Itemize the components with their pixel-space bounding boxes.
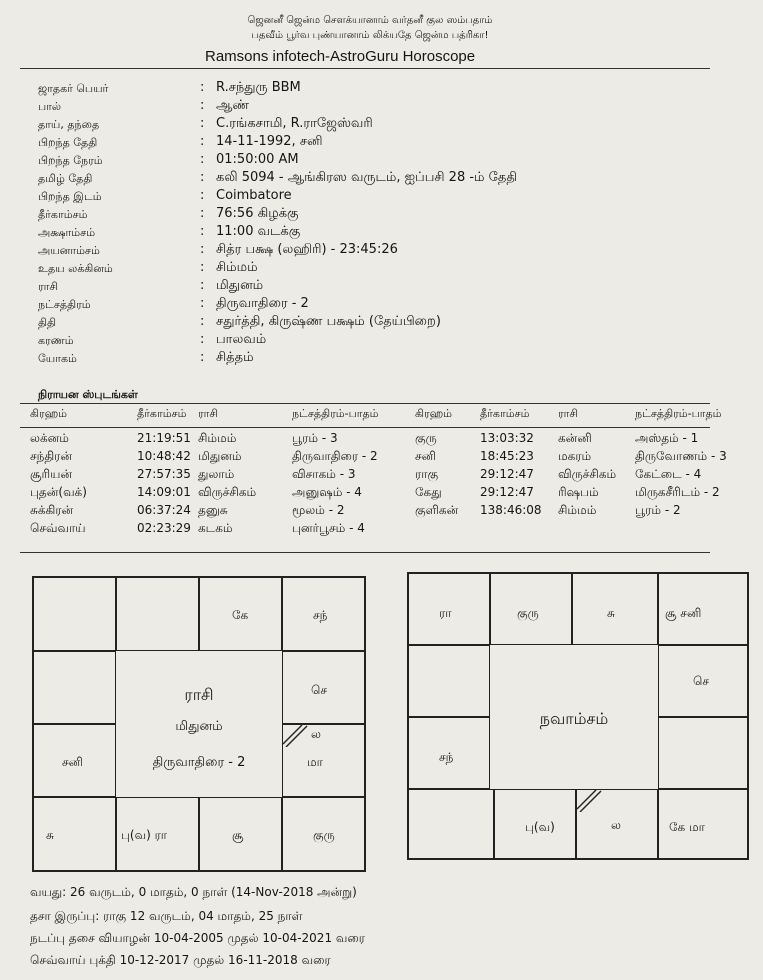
table-header-divider [20, 427, 710, 428]
info-value: கலி 5094 - ஆங்கிரஸ வருடம், ஐப்பசி 28 -ம் தேதி [216, 170, 517, 185]
table-cell: 02:23:29 [137, 521, 191, 535]
info-value: R.சந்துரு BBM [216, 80, 301, 95]
table-cell: ராகு [415, 467, 439, 481]
table-cell: திருவோணம் - 3 [635, 449, 727, 463]
table-row [30, 467, 730, 485]
house-thulam [576, 789, 658, 859]
info-value: 14-11-1992, சனி [216, 134, 323, 149]
info-value: மிதுனம் [216, 278, 264, 293]
planet-label: சந் [439, 750, 454, 764]
rasi-center-title: ராசி [184, 685, 214, 704]
dasa-balance-line: தசா இருப்பு: ராகு 12 வருடம், 04 மாதம், 25 நாள் [30, 909, 303, 923]
planet-label: ல [611, 818, 621, 832]
info-row: உதய லக்கினம் : சிம்மம் [38, 260, 258, 275]
planet-label: ரா [439, 606, 452, 620]
table-cell: 138:46:08 [480, 503, 542, 517]
house-kanni [282, 797, 365, 871]
lagna-marker-icon [577, 790, 603, 812]
lagna-marker-icon [283, 725, 309, 747]
house-simmam [658, 717, 748, 789]
info-value: 76:56 கிழக்கு [216, 206, 299, 221]
table-cell: 13:03:32 [480, 431, 534, 445]
info-label: ராசி [38, 280, 59, 293]
house-viruchigam [116, 797, 199, 871]
planet-label: சனி [62, 755, 83, 769]
table-cell: கேது [415, 485, 442, 499]
table-row [30, 521, 730, 539]
info-value: ஆண் [216, 98, 249, 113]
info-label: திதி [38, 316, 57, 329]
table-cell: ரிஷபம் [558, 485, 599, 499]
table-cell: பூரம் - 3 [292, 431, 338, 445]
planet-label: ல [311, 727, 321, 741]
house-viruchigam [494, 789, 576, 859]
table-cell: 29:12:47 [480, 467, 534, 481]
table-cell: கன்னி [558, 431, 592, 445]
planet-label: சூ [232, 828, 244, 842]
info-label: நட்சத்திரம் [38, 298, 91, 311]
info-row: யோகம் : சித்தம் [38, 350, 254, 365]
info-value: C.ரங்கசாமி, R.ராஜேஸ்வரி [216, 116, 373, 131]
table-row [30, 485, 730, 503]
info-label: பிறந்த இடம் [38, 190, 102, 203]
info-row: தாய், தந்தை : C.ரங்கசாமி, R.ராஜேஸ்வரி [38, 116, 373, 131]
software-brand-title: Ramsons infotech-AstroGuru Horoscope [205, 48, 476, 65]
table-cell: துலாம் [198, 467, 235, 481]
table-cell: விருச்சிகம் [558, 467, 617, 481]
column-header: ராசி [198, 407, 219, 420]
house-dhanusu [33, 797, 116, 871]
info-row: ராசி : மிதுனம் [38, 278, 264, 293]
info-label: அயனாம்சம் [38, 244, 100, 257]
sanskrit-verse-line-1: ஜெனனீ ஜென்ம சௌக்யானாம் வர்தனீ குல ஸம்பதாம் [247, 15, 493, 26]
table-cell: தனுசு [198, 503, 228, 517]
table-cell: கேட்டை - 4 [635, 467, 702, 481]
table-cell: புதன்(வக்) [30, 485, 87, 499]
table-cell: மூலம் - 2 [292, 503, 345, 517]
info-label: கரணம் [38, 334, 74, 347]
column-header: நட்சத்திரம்-பாதம் [292, 407, 379, 420]
table-cell: மிருகசீரிடம் - 2 [635, 485, 720, 499]
planet-label: சு [607, 606, 615, 620]
info-label: யோகம் [38, 352, 77, 365]
info-value: 01:50:00 AM [216, 152, 299, 167]
table-cell: பூரம் - 2 [635, 503, 681, 517]
column-header: தீர்காம்சம் [480, 407, 530, 420]
info-label: தீர்காம்சம் [38, 208, 88, 221]
info-value: திருவாதிரை - 2 [216, 296, 309, 311]
house-mithunam [282, 577, 365, 651]
house-kanni [658, 789, 748, 859]
planet-label: பு(வ) [525, 820, 555, 834]
house-rishabam [199, 577, 282, 651]
planet-label: கே மா [669, 820, 705, 834]
info-label: பால் [38, 100, 62, 113]
age-line: வயது: 26 வருடம், 0 மாதம், 0 நாள் (14-Nov-2018 அன்று) [30, 885, 357, 899]
house-mesham [490, 573, 572, 645]
info-row: ஜாதகர் பெயர் : R.சந்துரு BBM [38, 80, 301, 95]
table-cell: குரு [415, 431, 437, 445]
house-simmam [282, 724, 365, 797]
info-value: சித்ர பக்ஷ (லஹிரி) - 23:45:26 [216, 242, 398, 257]
info-value: சித்தம் [216, 350, 254, 365]
info-row: பிறந்த தேதி : 14-11-1992, சனி [38, 134, 323, 149]
info-row: அக்ஷாம்சம் : 11:00 வடக்கு [38, 224, 301, 239]
house-meenam [33, 577, 116, 651]
info-label: அக்ஷாம்சம் [38, 226, 96, 239]
table-cell: அனுஷம் - 4 [292, 485, 362, 499]
info-row: திதி : சதுர்த்தி, கிருஷ்ண பக்ஷம் (தேய்பிறை) [38, 314, 441, 329]
rasi-chart [32, 576, 366, 872]
planet-label: சு [46, 828, 54, 842]
table-cell: 29:12:47 [480, 485, 534, 499]
table-cell: விசாகம் - 3 [292, 467, 356, 481]
table-top-divider [20, 403, 710, 404]
planet-label: செ [311, 683, 327, 697]
planet-label: பு(வ) ரா [121, 828, 168, 842]
column-header: கிரஹம் [30, 407, 68, 420]
info-row: அயனாம்சம் : சித்ர பக்ஷ (லஹிரி) - 23:45:26 [38, 242, 398, 257]
column-header: தீர்காம்சம் [137, 407, 187, 420]
info-value: 11:00 வடக்கு [216, 224, 301, 239]
rasi-center-sign: மிதுனம் [175, 719, 223, 734]
current-dasa-line: நடப்பு தசை வியாழன் 10-04-2005 முதல் 10-04-2021 வரை [30, 931, 365, 945]
planet-label: சூ சனி [665, 606, 702, 620]
info-row: பால் : ஆண் [38, 98, 249, 113]
info-label: உதய லக்கினம் [38, 262, 113, 275]
house-kumbam [33, 651, 116, 724]
table-cell: குளிகன் [415, 503, 459, 517]
house-mesham [116, 577, 199, 651]
table-cell: 10:48:42 [137, 449, 191, 463]
table-cell: 21:19:51 [137, 431, 191, 445]
column-header: கிரஹம் [415, 407, 453, 420]
info-value: பாலவம் [216, 332, 267, 347]
info-label: ஜாதகர் பெயர் [38, 82, 109, 95]
navamsa-chart [407, 572, 749, 860]
column-header: நட்சத்திரம்-பாதம் [635, 407, 722, 420]
info-value: Coimbatore [216, 188, 292, 203]
info-label: பிறந்த தேதி [38, 136, 98, 149]
rasi-center [116, 651, 282, 797]
table-row [30, 449, 730, 467]
house-rishabam [572, 573, 658, 645]
current-bhukti-line: செவ்வாய் புக்தி 10-12-2017 முதல் 16-11-2018 வரை [30, 953, 331, 967]
house-kumbam [408, 645, 490, 717]
table-cell: மிதுனம் [198, 449, 242, 463]
birth-details [38, 80, 718, 368]
info-label: தாய், தந்தை [38, 118, 100, 131]
table-cell: 27:57:35 [137, 467, 191, 481]
house-mithunam [658, 573, 748, 645]
column-header: ராசி [558, 407, 579, 420]
table-cell: புனர்பூசம் - 4 [292, 521, 365, 535]
info-label: பிறந்த நேரம் [38, 154, 103, 167]
table-cell: லக்னம் [30, 431, 69, 445]
navamsa-center [490, 645, 658, 789]
planet-label: மா [307, 755, 323, 769]
navamsa-center-title: நவாம்சம் [539, 709, 609, 728]
planet-label: குரு [313, 828, 335, 842]
house-meenam [408, 573, 490, 645]
house-thulam [199, 797, 282, 871]
table-cell: மகரம் [558, 449, 592, 463]
header-divider [20, 68, 710, 69]
table-cell: விருச்சிகம் [198, 485, 257, 499]
info-row: தமிழ் தேதி : கலி 5094 - ஆங்கிரஸ வருடம், ஐப்பசி 28 -ம் தேதி [38, 170, 517, 185]
info-value: சிம்மம் [216, 260, 258, 275]
nirayana-title: நிராயன ஸ்புடங்கள் [38, 388, 138, 401]
table-cell: கடகம் [198, 521, 233, 535]
planet-label: குரு [517, 606, 539, 620]
house-kadagam [658, 645, 748, 717]
sanskrit-verse-line-2: பதவீம் பூர்வ புண்யானாம் லிக்யதே ஜென்ம பத்ரிகா! [251, 30, 489, 41]
table-cell: சனி [415, 449, 436, 463]
planet-label: கே [232, 608, 249, 622]
table-cell: அஸ்தம் - 1 [635, 431, 699, 445]
info-label: தமிழ் தேதி [38, 172, 93, 185]
table-row [30, 503, 730, 521]
planet-label: செ [693, 674, 709, 688]
table-cell: சந்திரன் [30, 449, 73, 463]
house-magaram [408, 717, 490, 789]
table-cell: செவ்வாய் [30, 521, 86, 535]
house-dhanusu [408, 789, 494, 859]
rasi-center-star: திருவாதிரை - 2 [152, 755, 246, 770]
info-value: சதுர்த்தி, கிருஷ்ண பக்ஷம் (தேய்பிறை) [216, 314, 441, 329]
planet-label: சந் [313, 608, 328, 622]
house-magaram [33, 724, 116, 797]
table-cell: சூரியன் [30, 467, 73, 481]
table-cell: சிம்மம் [198, 431, 237, 445]
table-cell: 18:45:23 [480, 449, 534, 463]
info-row: நட்சத்திரம் : திருவாதிரை - 2 [38, 296, 309, 311]
info-row: பிறந்த இடம் : Coimbatore [38, 188, 292, 203]
table-cell: சுக்கிரன் [30, 503, 74, 517]
table-cell: 14:09:01 [137, 485, 191, 499]
info-row: பிறந்த நேரம் : 01:50:00 AM [38, 152, 299, 167]
table-cell: 06:37:24 [137, 503, 191, 517]
house-kadagam [282, 651, 365, 724]
info-row: தீர்காம்சம் : 76:56 கிழக்கு [38, 206, 299, 221]
info-row: கரணம் : பாலவம் [38, 332, 267, 347]
table-cell: சிம்மம் [558, 503, 597, 517]
table-row [30, 431, 730, 449]
table-bottom-divider [20, 552, 710, 553]
table-cell: திருவாதிரை - 2 [292, 449, 378, 463]
